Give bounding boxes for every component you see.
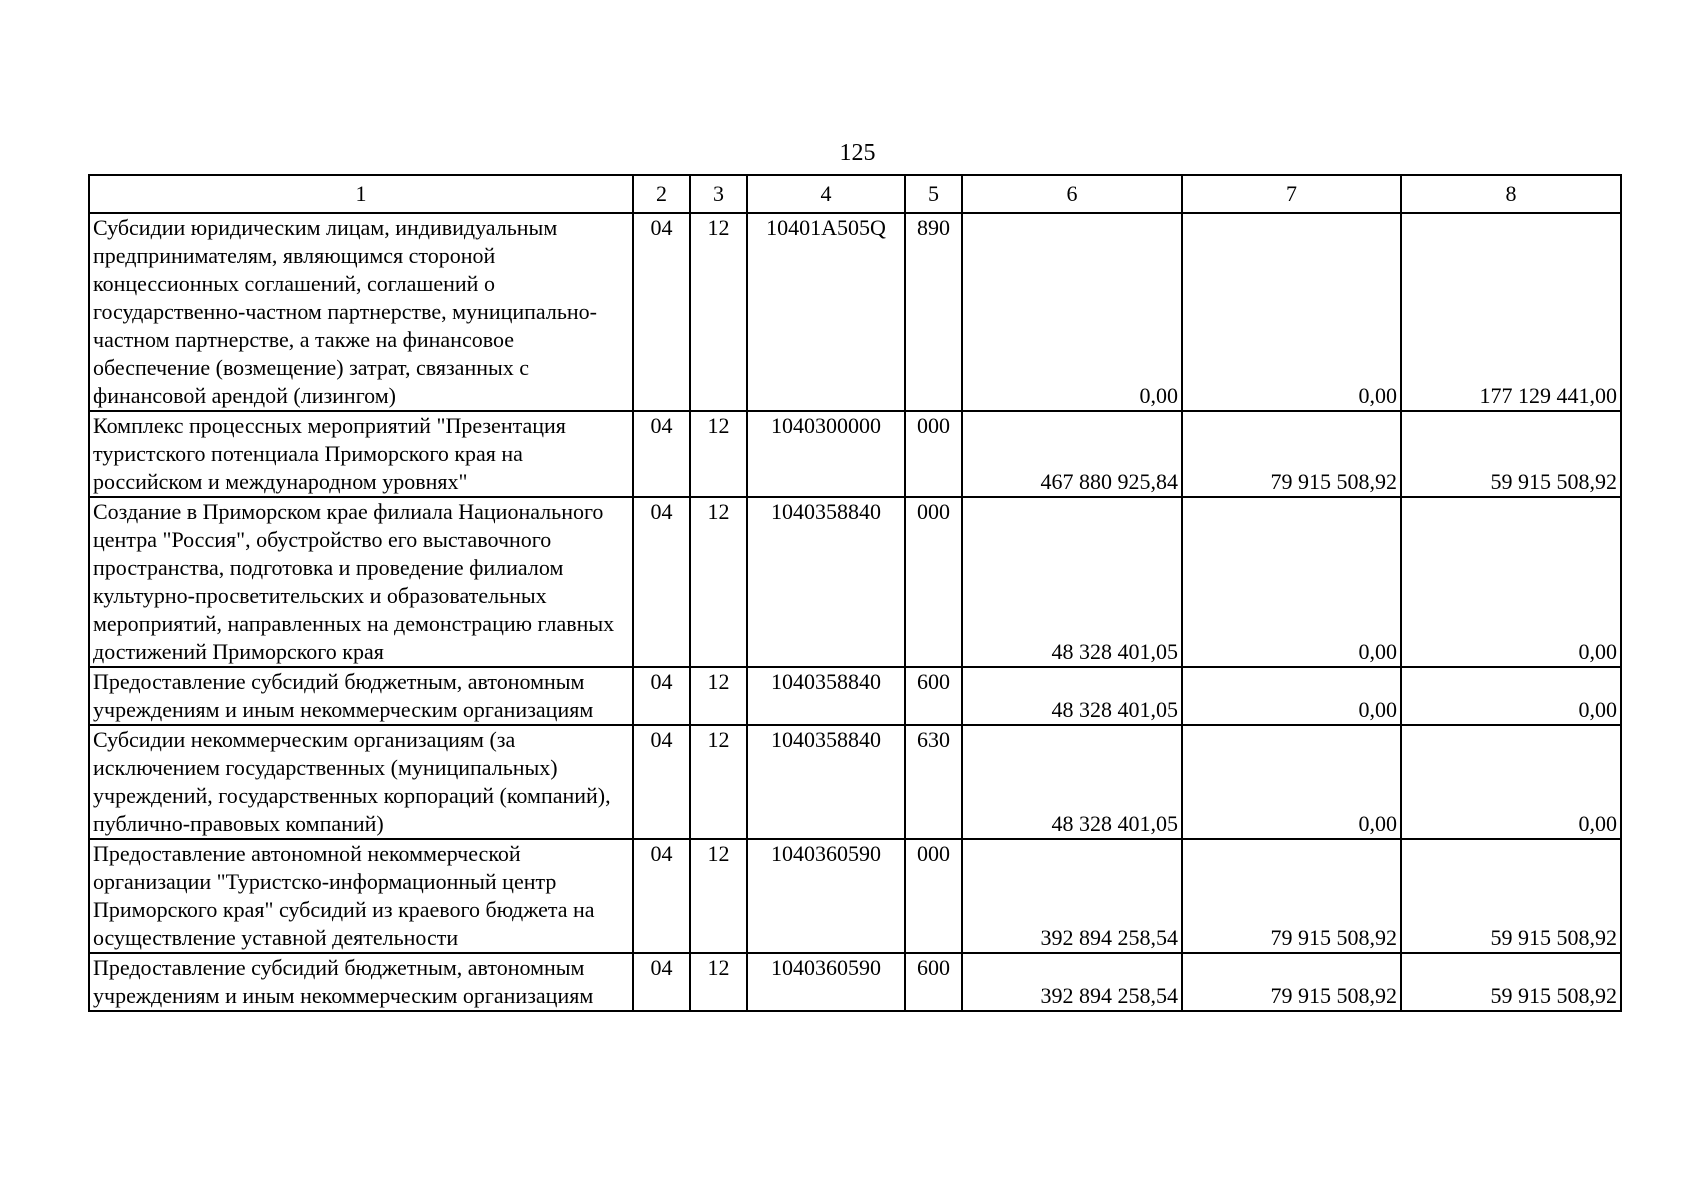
amount-col7-cell: 79 915 508,92 [1182, 953, 1401, 1011]
table-row [89, 725, 1621, 839]
amount-col6-cell: 392 894 258,54 [962, 839, 1182, 953]
subsection-code-cell: 12 [690, 839, 747, 953]
expense-type-cell: 630 [905, 725, 962, 839]
expense-type-cell: 600 [905, 953, 962, 1011]
section-code-cell: 04 [633, 213, 690, 411]
amount-col7-cell: 0,00 [1182, 667, 1401, 725]
budget-table [88, 174, 1622, 1012]
subsection-code-cell: 12 [690, 411, 747, 497]
expense-type-cell: 000 [905, 839, 962, 953]
section-code-cell: 04 [633, 839, 690, 953]
column-header: 1 [89, 175, 633, 213]
table-header-row [89, 175, 1621, 213]
section-code-cell: 04 [633, 411, 690, 497]
column-header: 5 [905, 175, 962, 213]
row-name-cell: Субсидии юридическим лицам, индивидуальным предпринимателям, являющимся стороной концессионных соглашений, соглашений о государственно-частном партнерстве, муниципально-частном партнерстве, а также на финансовое обеспечение (возмещение) затрат, связанных с финансовой арендой (лизингом) [89, 213, 633, 411]
amount-col6-cell: 392 894 258,54 [962, 953, 1182, 1011]
table-row [89, 953, 1621, 1011]
amount-col8-cell: 177 129 441,00 [1401, 213, 1621, 411]
column-header: 2 [633, 175, 690, 213]
amount-col6-cell: 48 328 401,05 [962, 497, 1182, 667]
column-header: 4 [747, 175, 905, 213]
column-header: 7 [1182, 175, 1401, 213]
subsection-code-cell: 12 [690, 953, 747, 1011]
target-article-cell: 1040360590 [747, 953, 905, 1011]
row-name-cell: Предоставление субсидий бюджетным, автономным учреждениям и иным некоммерческим организациям [89, 667, 633, 725]
amount-col8-cell: 0,00 [1401, 725, 1621, 839]
row-name-cell: Субсидии некоммерческим организациям (за исключением государственных (муниципальных) учреждений, государственных корпораций (компаний), публично-правовых компаний) [89, 725, 633, 839]
amount-col7-cell: 79 915 508,92 [1182, 839, 1401, 953]
target-article-cell: 1040300000 [747, 411, 905, 497]
subsection-code-cell: 12 [690, 497, 747, 667]
expense-type-cell: 000 [905, 411, 962, 497]
target-article-cell: 1040358840 [747, 497, 905, 667]
amount-col6-cell: 48 328 401,05 [962, 667, 1182, 725]
amount-col7-cell: 0,00 [1182, 497, 1401, 667]
section-code-cell: 04 [633, 667, 690, 725]
row-name-cell: Предоставление автономной некоммерческой организации "Туристско-информационный центр Приморского края" субсидий из краевого бюджета на осуществление уставной деятельности [89, 839, 633, 953]
table-row [89, 667, 1621, 725]
target-article-cell: 1040358840 [747, 667, 905, 725]
amount-col6-cell: 48 328 401,05 [962, 725, 1182, 839]
expense-type-cell: 890 [905, 213, 962, 411]
expense-type-cell: 600 [905, 667, 962, 725]
table-row [89, 839, 1621, 953]
page-number: 125 [839, 140, 876, 166]
subsection-code-cell: 12 [690, 213, 747, 411]
row-name-cell: Комплекс процессных мероприятий "Презентация туристского потенциала Приморского края на российском и международном уровнях" [89, 411, 633, 497]
table-row [89, 411, 1621, 497]
row-name-cell: Создание в Приморском крае филиала Национального центра "Россия", обустройство его выставочного пространства, подготовка и проведение филиалом культурно-просветительских и образовательных мероприятий, направленных на демонстрацию главных достижений Приморского края [89, 497, 633, 667]
amount-col8-cell: 0,00 [1401, 497, 1621, 667]
subsection-code-cell: 12 [690, 725, 747, 839]
subsection-code-cell: 12 [690, 667, 747, 725]
amount-col7-cell: 0,00 [1182, 213, 1401, 411]
column-header: 6 [962, 175, 1182, 213]
amount-col6-cell: 467 880 925,84 [962, 411, 1182, 497]
target-article-cell: 10401A505Q [747, 213, 905, 411]
target-article-cell: 1040360590 [747, 839, 905, 953]
amount-col7-cell: 0,00 [1182, 725, 1401, 839]
target-article-cell: 1040358840 [747, 725, 905, 839]
amount-col6-cell: 0,00 [962, 213, 1182, 411]
section-code-cell: 04 [633, 497, 690, 667]
column-header: 3 [690, 175, 747, 213]
section-code-cell: 04 [633, 953, 690, 1011]
amount-col8-cell: 59 915 508,92 [1401, 839, 1621, 953]
amount-col8-cell: 0,00 [1401, 667, 1621, 725]
amount-col8-cell: 59 915 508,92 [1401, 411, 1621, 497]
row-name-cell: Предоставление субсидий бюджетным, автономным учреждениям и иным некоммерческим организациям [89, 953, 633, 1011]
column-header: 8 [1401, 175, 1621, 213]
section-code-cell: 04 [633, 725, 690, 839]
expense-type-cell: 000 [905, 497, 962, 667]
table-row [89, 497, 1621, 667]
amount-col8-cell: 59 915 508,92 [1401, 953, 1621, 1011]
amount-col7-cell: 79 915 508,92 [1182, 411, 1401, 497]
table-row [89, 213, 1621, 411]
